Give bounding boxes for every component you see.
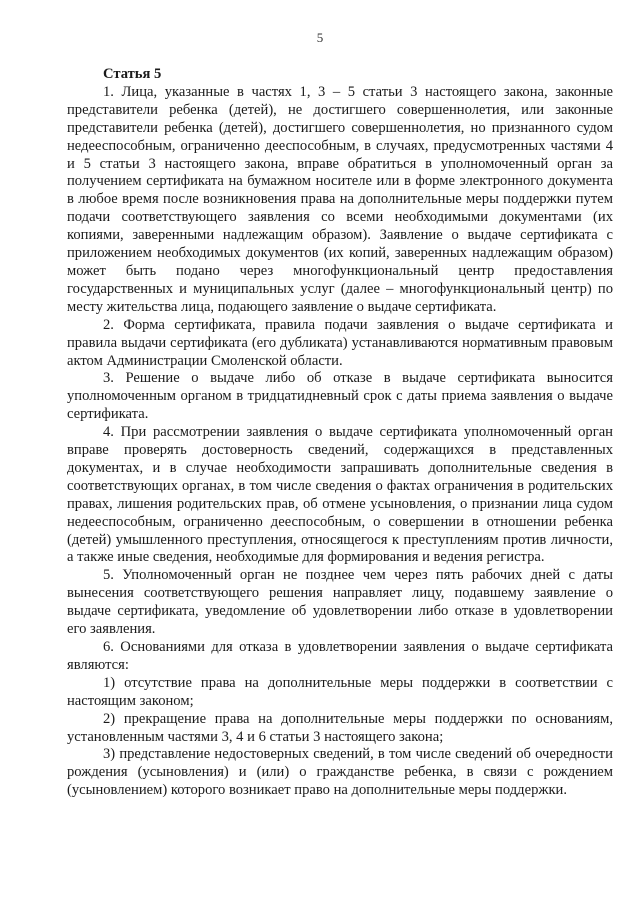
list-item-3: 3) представление недостоверных сведений, в том числе сведений об очередности рождения (усыновления) и (или) о гражданстве ребенка, в связи с рождением (усыновлением) которого возникает право на дополнительные меры поддержки. bbox=[67, 746, 613, 799]
article-body bbox=[67, 66, 613, 800]
paragraph-4: 4. При рассмотрении заявления о выдаче сертификата уполномоченный орган вправе проверять достоверность сведений, содержащихся в представленных документах, и в случае необходимости запрашивать дополнительные сведения в соответствующих органах, в том числе сведения о фактах ограничения в родительских правах, лишения родительских прав, об отмене усыновления, о признании лица судом недееспособным, ограниченно дееспособным, о совершении в отношении ребенка (детей) умышленного преступления, относящегося к преступлениям против личности, а также иные сведения, необходимые для формирования и ведения регистра. bbox=[67, 424, 613, 566]
paragraph-1: 1. Лица, указанные в частях 1, 3 – 5 статьи 3 настоящего закона, законные представители ребенка (детей), не достигшего совершеннолетия, или законные представители ребенка (детей), достигшего совершеннолетия, но признанного судом недееспособным, ограниченно дееспособным, в случаях, предусмотренных частями 4 и 5 статьи 3 настоящего закона, вправе обратиться в уполномоченный орган за получением сертификата на бумажном носителе или в форме электронного документа в любое время после возникновения права на дополнительные меры поддержки путем подачи соответствующего заявления со всеми необходимыми документами (их копиями, заверенными надлежащим образом). Заявление о выдаче сертификата с приложением необходимых документов (их копий, заверенных надлежащим образом) может быть подано через многофункциональный центр предоставления государственных и муниципальных услуг (далее – многофункциональный центр) по месту жительства лица, подающего заявление о выдаче сертификата. bbox=[67, 83, 613, 315]
article-title: Статья 5 bbox=[103, 66, 162, 82]
list-item-1: 1) отсутствие права на дополнительные меры поддержки в соответствии с настоящим законом; bbox=[67, 674, 613, 709]
page-number: 5 bbox=[316, 30, 324, 45]
paragraph-5: 5. Уполномоченный орган не позднее чем через пять рабочих дней с даты вынесения соответствующего решения направляет лицу, подавшему заявление о выдаче сертификата, уведомление об удовлетворении либо отказе в удовлетворении его заявления. bbox=[67, 567, 613, 638]
paragraph-3: 3. Решение о выдаче либо об отказе в выдаче сертификата выносится уполномоченным органом в тридцатидневный срок с даты приема заявления о выдаче сертификата. bbox=[67, 370, 613, 423]
list-item-2: 2) прекращение права на дополнительные меры поддержки по основаниям, установленным частями 3, 4 и 6 статьи 3 настоящего закона; bbox=[67, 710, 613, 745]
paragraph-2: 2. Форма сертификата, правила подачи заявления о выдаче сертификата и правила выдачи сертификата (его дубликата) устанавливаются нормативным правовым актом Администрации Смоленской области. bbox=[67, 316, 613, 369]
paragraph-6: 6. Основаниями для отказа в удовлетворении заявления о выдаче сертификата являются: bbox=[67, 639, 613, 673]
